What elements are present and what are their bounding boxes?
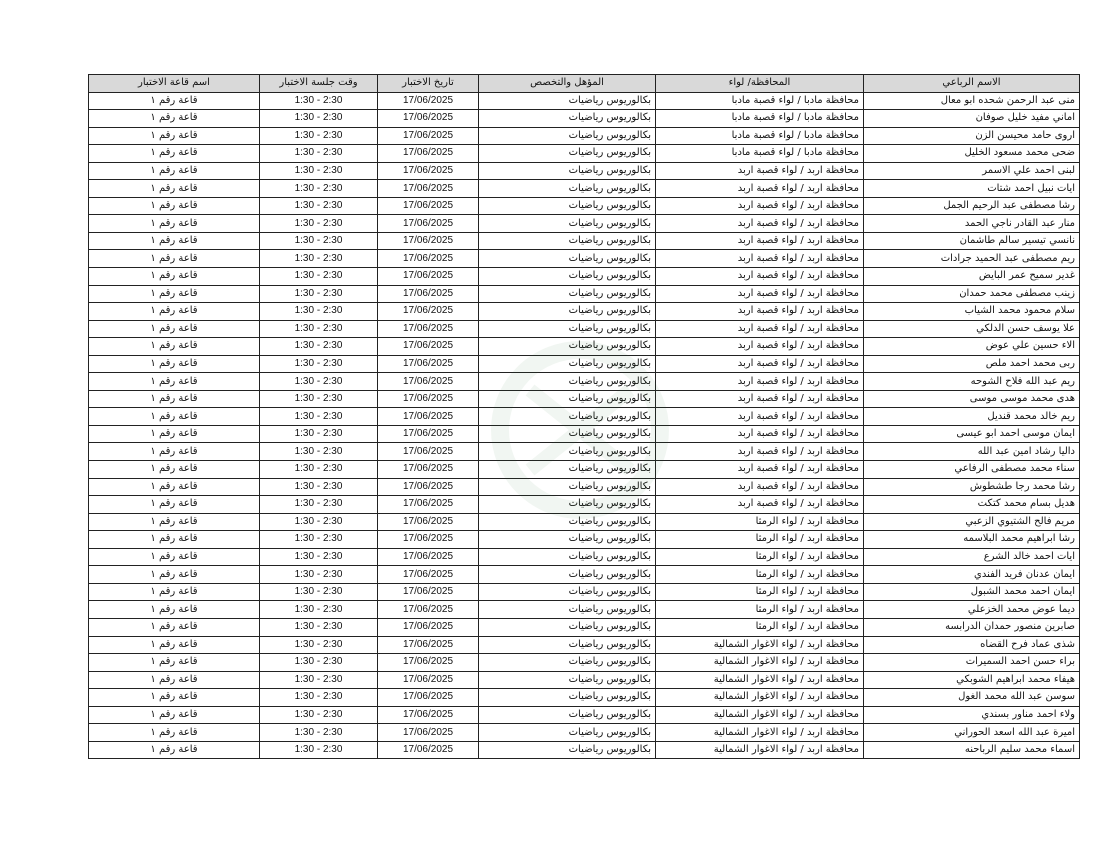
cell-hall: قاعة رقم ١: [89, 689, 260, 707]
cell-hall: قاعة رقم ١: [89, 285, 260, 303]
cell-date: 17/06/2025: [378, 671, 479, 689]
cell-date: 17/06/2025: [378, 689, 479, 707]
cell-qualification: بكالوريوس رياضيات: [479, 180, 656, 198]
cell-qualification: بكالوريوس رياضيات: [479, 478, 656, 496]
cell-qualification: بكالوريوس رياضيات: [479, 127, 656, 145]
table-row: [89, 548, 1080, 566]
table-row: [89, 478, 1080, 496]
cell-name: منى عبد الرحمن شحده ابو معال: [864, 92, 1080, 110]
cell-date: 17/06/2025: [378, 355, 479, 373]
cell-time: 1:30 - 2:30: [260, 513, 378, 531]
cell-name: هيفاء محمد ابراهيم الشوبكي: [864, 671, 1080, 689]
cell-date: 17/06/2025: [378, 531, 479, 549]
table-row: [89, 338, 1080, 356]
cell-date: 17/06/2025: [378, 548, 479, 566]
table-row: [89, 197, 1080, 215]
table-row: [89, 461, 1080, 479]
cell-governorate: محافظة اربد / لواء قصبة اربد: [656, 355, 864, 373]
cell-name: شذى عماد فرح القضاه: [864, 636, 1080, 654]
cell-name: لبنى احمد علي الاسمر: [864, 162, 1080, 180]
cell-qualification: بكالوريوس رياضيات: [479, 706, 656, 724]
cell-date: 17/06/2025: [378, 250, 479, 268]
cell-name: اروى حامد محيسن الزن: [864, 127, 1080, 145]
cell-time: 1:30 - 2:30: [260, 373, 378, 391]
cell-time: 1:30 - 2:30: [260, 145, 378, 163]
cell-date: 17/06/2025: [378, 443, 479, 461]
cell-governorate: محافظة اربد / لواء قصبة اربد: [656, 215, 864, 233]
cell-date: 17/06/2025: [378, 461, 479, 479]
cell-date: 17/06/2025: [378, 127, 479, 145]
table-row: [89, 566, 1080, 584]
cell-hall: قاعة رقم ١: [89, 706, 260, 724]
cell-hall: قاعة رقم ١: [89, 741, 260, 759]
cell-time: 1:30 - 2:30: [260, 706, 378, 724]
table-row: [89, 268, 1080, 286]
cell-name: ريم مصطفى عبد الحميد جرادات: [864, 250, 1080, 268]
cell-hall: قاعة رقم ١: [89, 232, 260, 250]
cell-time: 1:30 - 2:30: [260, 355, 378, 373]
cell-governorate: محافظة اربد / لواء قصبة اربد: [656, 268, 864, 286]
cell-hall: قاعة رقم ١: [89, 636, 260, 654]
cell-date: 17/06/2025: [378, 601, 479, 619]
table-row: [89, 162, 1080, 180]
cell-name: اماني مفيد خليل صوفان: [864, 110, 1080, 128]
cell-name: صابرين منصور حمدان الدرابسه: [864, 618, 1080, 636]
cell-name: هدى محمد موسى موسى: [864, 390, 1080, 408]
cell-qualification: بكالوريوس رياضيات: [479, 408, 656, 426]
cell-name: الاء حسين علي عوض: [864, 338, 1080, 356]
table-row: [89, 408, 1080, 426]
cell-governorate: محافظة اربد / لواء الاغوار الشمالية: [656, 724, 864, 742]
cell-time: 1:30 - 2:30: [260, 250, 378, 268]
cell-hall: قاعة رقم ١: [89, 461, 260, 479]
cell-date: 17/06/2025: [378, 706, 479, 724]
cell-time: 1:30 - 2:30: [260, 478, 378, 496]
cell-date: 17/06/2025: [378, 180, 479, 198]
cell-governorate: محافظة اربد / لواء قصبة اربد: [656, 303, 864, 321]
cell-qualification: بكالوريوس رياضيات: [479, 373, 656, 391]
cell-governorate: محافظة اربد / لواء الرمثا: [656, 548, 864, 566]
cell-date: 17/06/2025: [378, 583, 479, 601]
cell-governorate: محافظة اربد / لواء قصبة اربد: [656, 373, 864, 391]
cell-hall: قاعة رقم ١: [89, 373, 260, 391]
cell-name: ايات احمد خالد الشرع: [864, 548, 1080, 566]
cell-name: رشا مصطفى عبد الرحيم الجمل: [864, 197, 1080, 215]
cell-date: 17/06/2025: [378, 373, 479, 391]
cell-time: 1:30 - 2:30: [260, 671, 378, 689]
cell-qualification: بكالوريوس رياضيات: [479, 250, 656, 268]
cell-date: 17/06/2025: [378, 145, 479, 163]
cell-qualification: بكالوريوس رياضيات: [479, 268, 656, 286]
cell-qualification: بكالوريوس رياضيات: [479, 741, 656, 759]
cell-governorate: محافظة اربد / لواء الرمثا: [656, 618, 864, 636]
cell-date: 17/06/2025: [378, 741, 479, 759]
cell-time: 1:30 - 2:30: [260, 390, 378, 408]
table-row: [89, 741, 1080, 759]
cell-hall: قاعة رقم ١: [89, 180, 260, 198]
cell-qualification: بكالوريوس رياضيات: [479, 548, 656, 566]
cell-name: ايمان احمد محمد الشبول: [864, 583, 1080, 601]
table-row: [89, 601, 1080, 619]
cell-date: 17/06/2025: [378, 566, 479, 584]
cell-time: 1:30 - 2:30: [260, 285, 378, 303]
table-row: [89, 232, 1080, 250]
cell-hall: قاعة رقم ١: [89, 320, 260, 338]
cell-qualification: بكالوريوس رياضيات: [479, 689, 656, 707]
cell-date: 17/06/2025: [378, 425, 479, 443]
header-time: وقت جلسة الاختبار: [260, 75, 378, 93]
table-row: [89, 250, 1080, 268]
cell-governorate: محافظة اربد / لواء الرمثا: [656, 583, 864, 601]
cell-hall: قاعة رقم ١: [89, 671, 260, 689]
cell-governorate: محافظة اربد / لواء الاغوار الشمالية: [656, 636, 864, 654]
cell-date: 17/06/2025: [378, 654, 479, 672]
cell-governorate: محافظة اربد / لواء قصبة اربد: [656, 250, 864, 268]
cell-name: سلام محمود محمد الشياب: [864, 303, 1080, 321]
cell-time: 1:30 - 2:30: [260, 162, 378, 180]
cell-governorate: محافظة اربد / لواء الرمثا: [656, 531, 864, 549]
cell-name: سوسن عبد الله محمد الغول: [864, 689, 1080, 707]
cell-hall: قاعة رقم ١: [89, 250, 260, 268]
cell-hall: قاعة رقم ١: [89, 724, 260, 742]
cell-hall: قاعة رقم ١: [89, 654, 260, 672]
cell-name: علا يوسف حسن الدلكي: [864, 320, 1080, 338]
cell-date: 17/06/2025: [378, 303, 479, 321]
cell-date: 17/06/2025: [378, 636, 479, 654]
cell-name: ولاء احمد مناور بسندي: [864, 706, 1080, 724]
cell-hall: قاعة رقم ١: [89, 145, 260, 163]
cell-hall: قاعة رقم ١: [89, 443, 260, 461]
cell-time: 1:30 - 2:30: [260, 741, 378, 759]
cell-date: 17/06/2025: [378, 285, 479, 303]
cell-time: 1:30 - 2:30: [260, 496, 378, 514]
cell-qualification: بكالوريوس رياضيات: [479, 443, 656, 461]
cell-time: 1:30 - 2:30: [260, 689, 378, 707]
cell-time: 1:30 - 2:30: [260, 425, 378, 443]
cell-governorate: محافظة اربد / لواء قصبة اربد: [656, 197, 864, 215]
cell-governorate: محافظة اربد / لواء قصبة اربد: [656, 338, 864, 356]
cell-name: ضحى محمد مسعود الخليل: [864, 145, 1080, 163]
cell-date: 17/06/2025: [378, 268, 479, 286]
cell-governorate: محافظة اربد / لواء الرمثا: [656, 601, 864, 619]
cell-time: 1:30 - 2:30: [260, 320, 378, 338]
cell-qualification: بكالوريوس رياضيات: [479, 461, 656, 479]
table-row: [89, 145, 1080, 163]
cell-time: 1:30 - 2:30: [260, 127, 378, 145]
cell-name: مريم فالح الشتيوي الزعبي: [864, 513, 1080, 531]
cell-governorate: محافظة اربد / لواء الاغوار الشمالية: [656, 706, 864, 724]
cell-governorate: محافظة مادبا / لواء قصبة مادبا: [656, 145, 864, 163]
cell-name: ايات نبيل احمد شتات: [864, 180, 1080, 198]
cell-qualification: بكالوريوس رياضيات: [479, 355, 656, 373]
cell-hall: قاعة رقم ١: [89, 390, 260, 408]
cell-qualification: بكالوريوس رياضيات: [479, 197, 656, 215]
table-row: [89, 110, 1080, 128]
cell-name: سناء محمد مصطفى الرفاعي: [864, 461, 1080, 479]
cell-governorate: محافظة اربد / لواء الاغوار الشمالية: [656, 689, 864, 707]
cell-name: رشا ابراهيم محمد البلاسمه: [864, 531, 1080, 549]
cell-date: 17/06/2025: [378, 232, 479, 250]
cell-date: 17/06/2025: [378, 496, 479, 514]
cell-date: 17/06/2025: [378, 320, 479, 338]
table-row: [89, 320, 1080, 338]
cell-date: 17/06/2025: [378, 162, 479, 180]
cell-governorate: محافظة اربد / لواء قصبة اربد: [656, 390, 864, 408]
cell-name: زينب مصطفى محمد حمدان: [864, 285, 1080, 303]
cell-hall: قاعة رقم ١: [89, 566, 260, 584]
cell-time: 1:30 - 2:30: [260, 583, 378, 601]
exam-schedule-sheet: [88, 74, 1079, 759]
cell-qualification: بكالوريوس رياضيات: [479, 215, 656, 233]
table-body: [89, 92, 1080, 759]
cell-qualification: بكالوريوس رياضيات: [479, 531, 656, 549]
table-row: [89, 373, 1080, 391]
cell-name: ربى محمد احمد ملص: [864, 355, 1080, 373]
cell-qualification: بكالوريوس رياضيات: [479, 285, 656, 303]
cell-governorate: محافظة اربد / لواء قصبة اربد: [656, 478, 864, 496]
cell-hall: قاعة رقم ١: [89, 583, 260, 601]
cell-time: 1:30 - 2:30: [260, 197, 378, 215]
cell-governorate: محافظة اربد / لواء الرمثا: [656, 513, 864, 531]
cell-hall: قاعة رقم ١: [89, 618, 260, 636]
table-row: [89, 724, 1080, 742]
table-row: [89, 127, 1080, 145]
cell-governorate: محافظة اربد / لواء قصبة اربد: [656, 496, 864, 514]
cell-qualification: بكالوريوس رياضيات: [479, 232, 656, 250]
cell-date: 17/06/2025: [378, 338, 479, 356]
cell-time: 1:30 - 2:30: [260, 461, 378, 479]
cell-hall: قاعة رقم ١: [89, 355, 260, 373]
cell-qualification: بكالوريوس رياضيات: [479, 110, 656, 128]
cell-governorate: محافظة اربد / لواء الاغوار الشمالية: [656, 741, 864, 759]
cell-date: 17/06/2025: [378, 724, 479, 742]
cell-name: ايمان عدنان فريد الفندي: [864, 566, 1080, 584]
cell-name: نانسي تيسير سالم طاشمان: [864, 232, 1080, 250]
cell-date: 17/06/2025: [378, 513, 479, 531]
cell-governorate: محافظة اربد / لواء قصبة اربد: [656, 461, 864, 479]
table-row: [89, 180, 1080, 198]
cell-name: غدير سميح عمر البايض: [864, 268, 1080, 286]
cell-date: 17/06/2025: [378, 390, 479, 408]
table-row: [89, 618, 1080, 636]
cell-hall: قاعة رقم ١: [89, 127, 260, 145]
cell-date: 17/06/2025: [378, 197, 479, 215]
cell-qualification: بكالوريوس رياضيات: [479, 513, 656, 531]
cell-governorate: محافظة اربد / لواء قصبة اربد: [656, 408, 864, 426]
header-date: تاريخ الاختبار: [378, 75, 479, 93]
header-hall: اسم قاعة الاختبار: [89, 75, 260, 93]
table-row: [89, 425, 1080, 443]
table-row: [89, 285, 1080, 303]
cell-qualification: بكالوريوس رياضيات: [479, 601, 656, 619]
table-row: [89, 92, 1080, 110]
cell-qualification: بكالوريوس رياضيات: [479, 618, 656, 636]
cell-time: 1:30 - 2:30: [260, 618, 378, 636]
cell-time: 1:30 - 2:30: [260, 654, 378, 672]
cell-qualification: بكالوريوس رياضيات: [479, 496, 656, 514]
cell-name: اسماء محمد سليم الرباحنه: [864, 741, 1080, 759]
cell-governorate: محافظة اربد / لواء قصبة اربد: [656, 162, 864, 180]
cell-hall: قاعة رقم ١: [89, 601, 260, 619]
table-row: [89, 513, 1080, 531]
cell-qualification: بكالوريوس رياضيات: [479, 425, 656, 443]
cell-hall: قاعة رقم ١: [89, 425, 260, 443]
table-row: [89, 689, 1080, 707]
cell-date: 17/06/2025: [378, 110, 479, 128]
cell-time: 1:30 - 2:30: [260, 180, 378, 198]
cell-name: ريم عبد الله فلاح الشوحه: [864, 373, 1080, 391]
cell-time: 1:30 - 2:30: [260, 338, 378, 356]
cell-time: 1:30 - 2:30: [260, 232, 378, 250]
cell-qualification: بكالوريوس رياضيات: [479, 320, 656, 338]
table-header: [89, 75, 1080, 93]
cell-hall: قاعة رقم ١: [89, 215, 260, 233]
cell-qualification: بكالوريوس رياضيات: [479, 636, 656, 654]
table-row: [89, 706, 1080, 724]
cell-time: 1:30 - 2:30: [260, 408, 378, 426]
cell-qualification: بكالوريوس رياضيات: [479, 566, 656, 584]
cell-hall: قاعة رقم ١: [89, 531, 260, 549]
cell-qualification: بكالوريوس رياضيات: [479, 145, 656, 163]
cell-governorate: محافظة اربد / لواء الاغوار الشمالية: [656, 671, 864, 689]
cell-governorate: محافظة اربد / لواء قصبة اربد: [656, 232, 864, 250]
cell-governorate: محافظة اربد / لواء قصبة اربد: [656, 180, 864, 198]
header-qualification: المؤهل والتخصص: [479, 75, 656, 93]
cell-name: داليا رشاد امين عبد الله: [864, 443, 1080, 461]
cell-name: رشا محمد رجا طشطوش: [864, 478, 1080, 496]
cell-time: 1:30 - 2:30: [260, 303, 378, 321]
cell-hall: قاعة رقم ١: [89, 303, 260, 321]
header-governorate: المحافظة/ لواء: [656, 75, 864, 93]
cell-hall: قاعة رقم ١: [89, 513, 260, 531]
table-row: [89, 496, 1080, 514]
cell-qualification: بكالوريوس رياضيات: [479, 654, 656, 672]
cell-time: 1:30 - 2:30: [260, 110, 378, 128]
cell-time: 1:30 - 2:30: [260, 92, 378, 110]
cell-time: 1:30 - 2:30: [260, 636, 378, 654]
cell-hall: قاعة رقم ١: [89, 110, 260, 128]
table-row: [89, 443, 1080, 461]
cell-hall: قاعة رقم ١: [89, 338, 260, 356]
table-row: [89, 583, 1080, 601]
cell-time: 1:30 - 2:30: [260, 268, 378, 286]
cell-governorate: محافظة اربد / لواء قصبة اربد: [656, 443, 864, 461]
cell-hall: قاعة رقم ١: [89, 268, 260, 286]
cell-date: 17/06/2025: [378, 478, 479, 496]
cell-date: 17/06/2025: [378, 215, 479, 233]
table-row: [89, 671, 1080, 689]
cell-hall: قاعة رقم ١: [89, 162, 260, 180]
cell-time: 1:30 - 2:30: [260, 548, 378, 566]
table-row: [89, 355, 1080, 373]
cell-governorate: محافظة اربد / لواء قصبة اربد: [656, 320, 864, 338]
cell-time: 1:30 - 2:30: [260, 601, 378, 619]
cell-qualification: بكالوريوس رياضيات: [479, 162, 656, 180]
header-row: [89, 75, 1080, 93]
cell-date: 17/06/2025: [378, 618, 479, 636]
exam-schedule-table: [88, 74, 1080, 759]
cell-hall: قاعة رقم ١: [89, 548, 260, 566]
cell-name: ريم خالد محمد قنديل: [864, 408, 1080, 426]
cell-governorate: محافظة مادبا / لواء قصبة مادبا: [656, 127, 864, 145]
cell-governorate: محافظة مادبا / لواء قصبة مادبا: [656, 110, 864, 128]
cell-time: 1:30 - 2:30: [260, 215, 378, 233]
cell-time: 1:30 - 2:30: [260, 566, 378, 584]
cell-time: 1:30 - 2:30: [260, 443, 378, 461]
cell-name: ديما عوض محمد الخزعلي: [864, 601, 1080, 619]
cell-name: ايمان موسى احمد ابو عيسى: [864, 425, 1080, 443]
cell-hall: قاعة رقم ١: [89, 197, 260, 215]
cell-governorate: محافظة اربد / لواء قصبة اربد: [656, 285, 864, 303]
cell-time: 1:30 - 2:30: [260, 531, 378, 549]
table-row: [89, 390, 1080, 408]
cell-governorate: محافظة اربد / لواء قصبة اربد: [656, 425, 864, 443]
cell-governorate: محافظة اربد / لواء الرمثا: [656, 566, 864, 584]
cell-qualification: بكالوريوس رياضيات: [479, 338, 656, 356]
cell-date: 17/06/2025: [378, 408, 479, 426]
cell-date: 17/06/2025: [378, 92, 479, 110]
cell-qualification: بكالوريوس رياضيات: [479, 303, 656, 321]
cell-governorate: محافظة اربد / لواء الاغوار الشمالية: [656, 654, 864, 672]
cell-hall: قاعة رقم ١: [89, 496, 260, 514]
cell-name: منار عبد القادر ناجي الحمد: [864, 215, 1080, 233]
table-row: [89, 215, 1080, 233]
cell-qualification: بكالوريوس رياضيات: [479, 724, 656, 742]
cell-hall: قاعة رقم ١: [89, 408, 260, 426]
cell-qualification: بكالوريوس رياضيات: [479, 92, 656, 110]
cell-qualification: بكالوريوس رياضيات: [479, 583, 656, 601]
cell-qualification: بكالوريوس رياضيات: [479, 390, 656, 408]
cell-hall: قاعة رقم ١: [89, 478, 260, 496]
cell-qualification: بكالوريوس رياضيات: [479, 671, 656, 689]
cell-name: براء حسن احمد السميرات: [864, 654, 1080, 672]
cell-hall: قاعة رقم ١: [89, 92, 260, 110]
cell-name: اميرة عبد الله اسعد الحوراني: [864, 724, 1080, 742]
table-row: [89, 303, 1080, 321]
table-row: [89, 636, 1080, 654]
cell-governorate: محافظة مادبا / لواء قصبة مادبا: [656, 92, 864, 110]
header-name: الاسم الرباعي: [864, 75, 1080, 93]
cell-time: 1:30 - 2:30: [260, 724, 378, 742]
table-row: [89, 531, 1080, 549]
cell-name: هديل بسام محمد كتكت: [864, 496, 1080, 514]
table-row: [89, 654, 1080, 672]
